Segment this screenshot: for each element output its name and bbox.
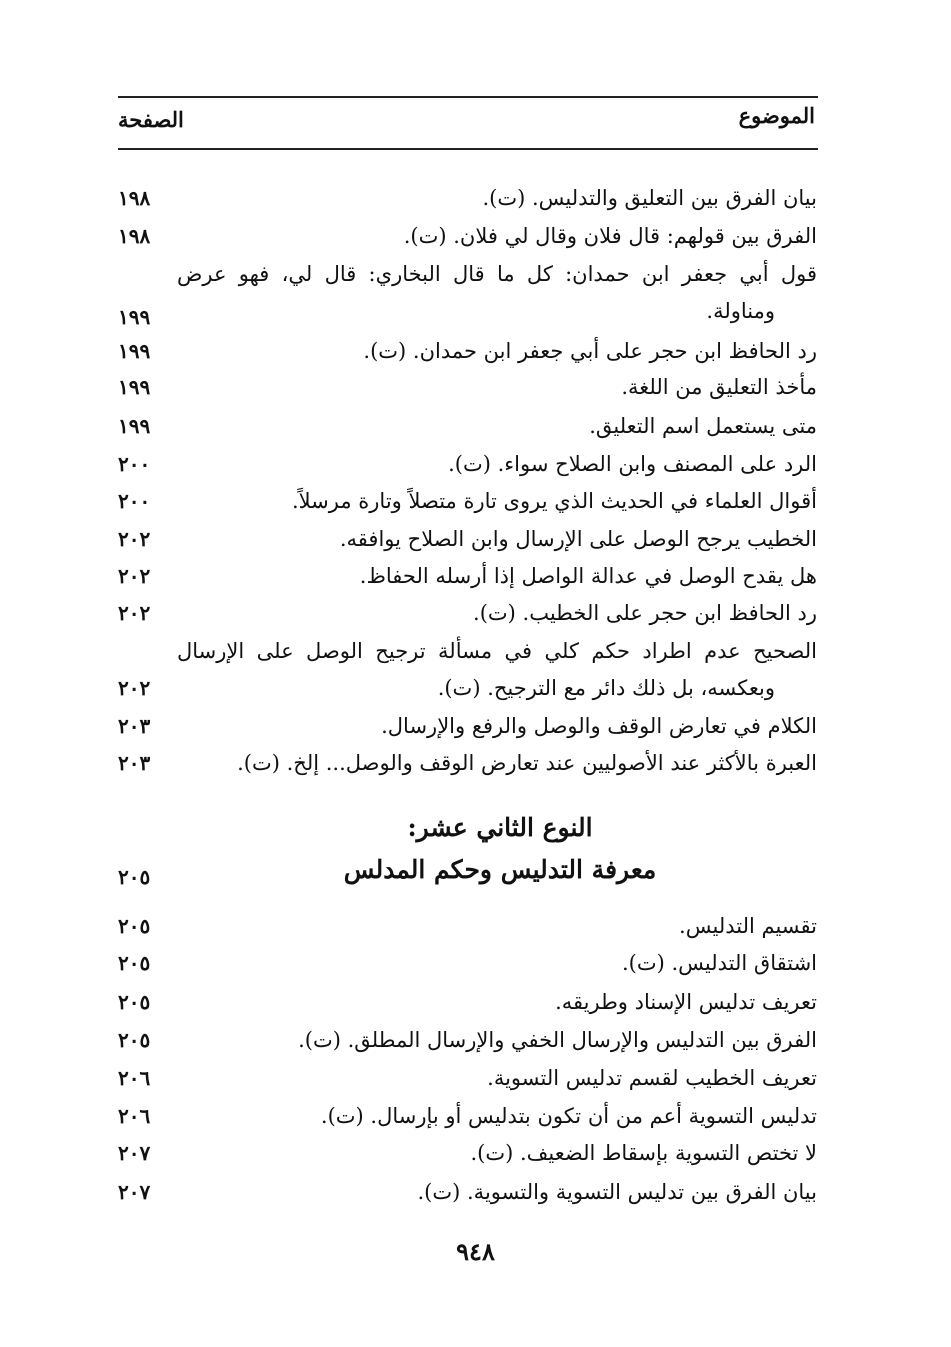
entry-title: الكلام في تعارض الوقف والوصل والرفع والإرسال. xyxy=(381,714,817,738)
entry-title: هل يقدح الوصل في عدالة الواصل إذا أرسله الحفاظ. xyxy=(359,564,817,588)
toc-entry xyxy=(0,1025,951,1065)
entry-title: ومناولة. xyxy=(706,299,775,323)
entry-title: وبعكسه، بل ذلك دائر مع الترجيح. (ت). xyxy=(437,676,775,700)
section-page: ٢٠٥ xyxy=(118,865,151,889)
page-number: ٩٤٨ xyxy=(456,1237,495,1266)
entry-title: أقوال العلماء في الحديث الذي يروى تارة متصلاً وتارة مرسلاً. xyxy=(291,489,817,513)
toc-entry xyxy=(0,524,951,564)
entry-title: الفرق بين قولهم: قال فلان وقال لي فلان. (ت). xyxy=(403,224,817,248)
section-heading-number: النوع الثاني عشر: xyxy=(407,813,593,842)
entry-page: ١٩٨ xyxy=(118,224,151,248)
entry-page: ٢٠٥ xyxy=(118,914,151,938)
entry-page: ٢٠٥ xyxy=(118,1028,151,1052)
toc-entry xyxy=(0,987,951,1027)
toc-entry xyxy=(0,911,951,951)
toc-entry xyxy=(0,221,951,261)
entry-page: ٢٠٣ xyxy=(118,714,151,738)
entry-page: ٢٠٦ xyxy=(118,1104,151,1128)
entry-page: ٢٠٠ xyxy=(118,489,151,513)
entry-page: ٢٠٣ xyxy=(118,751,151,775)
toc-entry xyxy=(0,411,951,451)
entry-title: بيان الفرق بين تدليس التسوية والتسوية. (ت). xyxy=(417,1180,817,1204)
entry-page: ٢٠٥ xyxy=(118,951,151,975)
entry-page: ٢٠٦ xyxy=(118,1066,151,1090)
entry-page: ٢٠٠ xyxy=(118,452,151,476)
toc-entry xyxy=(0,598,951,638)
entry-title: الفرق بين التدليس والإرسال الخفي والإرسال المطلق. (ت). xyxy=(298,1028,817,1052)
entry-title: بيان الفرق بين التعليق والتدليس. (ت). xyxy=(482,186,817,210)
entry-page: ١٩٨ xyxy=(118,186,151,210)
entry-title: تعريف الخطيب لقسم تدليس التسوية. xyxy=(487,1066,817,1090)
header-top-rule xyxy=(118,96,818,98)
entry-page: ١٩٩ xyxy=(118,305,151,329)
entry-title: مأخذ التعليق من اللغة. xyxy=(621,375,817,399)
toc-entry xyxy=(0,449,951,489)
toc-entry xyxy=(0,1138,951,1178)
entry-title: لا تختص التسوية بإسقاط الضعيف. (ت). xyxy=(470,1141,817,1165)
toc-entry xyxy=(0,1101,951,1141)
entry-title: تعريف تدليس الإسناد وطريقه. xyxy=(555,990,817,1014)
entry-page: ٢٠٥ xyxy=(118,990,151,1014)
entry-page: ١٩٩ xyxy=(118,339,151,363)
entry-page: ٢٠٢ xyxy=(118,601,151,625)
toc-entry xyxy=(0,561,951,601)
entry-title: تقسيم التدليس. xyxy=(679,914,817,938)
toc-entry xyxy=(0,1063,951,1103)
section-heading-title: معرفة التدليس وحكم المدلس xyxy=(343,855,657,884)
toc-entry xyxy=(0,711,951,751)
entry-page: ٢٠٧ xyxy=(118,1141,151,1165)
entry-page: ٢٠٢ xyxy=(118,527,151,551)
header-bottom-rule xyxy=(118,148,818,150)
entry-title: متى يستعمل اسم التعليق. xyxy=(589,414,817,438)
toc-entry xyxy=(0,183,951,223)
header-page-label: الصفحة xyxy=(118,107,184,132)
toc-entry xyxy=(0,948,951,988)
entry-title: رد الحافظ ابن حجر على أبي جعفر ابن حمدان. (ت). xyxy=(363,339,817,363)
toc-entry xyxy=(0,372,951,412)
entry-title: الصحيح عدم اطراد حكم كلي في مسألة ترجيح الوصل على الإرسال xyxy=(177,639,817,663)
entry-page: ٢٠٧ xyxy=(118,1180,151,1204)
toc-entry xyxy=(0,486,951,526)
entry-page: ٢٠٢ xyxy=(118,564,151,588)
entry-title: اشتقاق التدليس. (ت). xyxy=(621,951,817,975)
entry-page: ٢٠٢ xyxy=(118,676,151,700)
entry-title: الرد على المصنف وابن الصلاح سواء. (ت). xyxy=(448,452,817,476)
header-topic-label: الموضوع xyxy=(738,103,815,128)
entry-title: تدليس التسوية أعم من أن تكون بتدليس أو بإرسال. (ت). xyxy=(320,1104,817,1128)
entry-page: ١٩٩ xyxy=(118,414,151,438)
toc-entry xyxy=(0,1177,951,1217)
toc-entry xyxy=(0,296,951,336)
toc-entry xyxy=(0,748,951,788)
entry-page: ١٩٩ xyxy=(118,375,151,399)
toc-entry xyxy=(0,336,951,376)
toc-entry xyxy=(0,636,951,676)
toc-entry xyxy=(0,259,951,299)
toc-entry xyxy=(0,673,951,713)
entry-title: قول أبي جعفر ابن حمدان: كل ما قال البخاري: قال لي، فهو عرض xyxy=(177,262,817,286)
entry-title: الخطيب يرجح الوصل على الإرسال وابن الصلاح يوافقه. xyxy=(339,527,817,551)
entry-title: العبرة بالأكثر عند الأصوليين عند تعارض الوقف والوصل... إلخ. (ت). xyxy=(237,751,817,775)
entry-title: رد الحافظ ابن حجر على الخطيب. (ت). xyxy=(473,601,817,625)
